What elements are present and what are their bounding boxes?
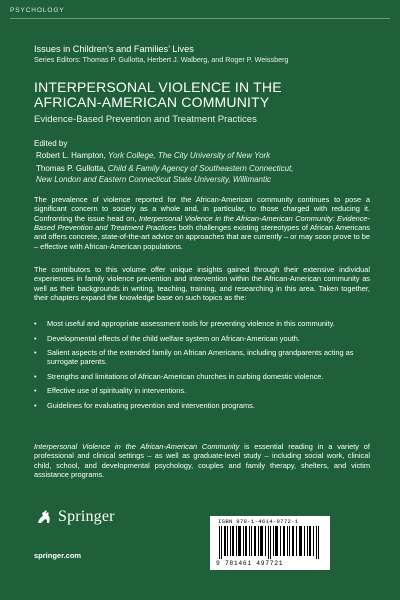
bullet-dot-icon: • bbox=[34, 401, 37, 410]
topic-item bbox=[34, 319, 370, 328]
publisher-logo bbox=[34, 507, 115, 527]
edited-by-label: Edited by bbox=[34, 139, 68, 148]
paragraph-1-text-b: both challenges existing stereotypes of African Americans and offers concrete, state-of-the-art advice on approaches that are currently – or may soon prove to be – effective with African-American populations. bbox=[34, 223, 370, 251]
paragraph-1-text-a: The prevalence of violence reported for the African-American community continues to pose a significant concern to society as a whole and, in particular, to those charged with reducing it. Confronting the issue head on, bbox=[34, 195, 370, 223]
series-block bbox=[34, 44, 288, 64]
isbn-label: ISBN 978-1-4614-9772-1 bbox=[218, 518, 299, 525]
editor-1-name: Robert L. Hampton, bbox=[36, 151, 106, 160]
topic-item bbox=[34, 401, 370, 410]
editor-1 bbox=[36, 151, 270, 162]
publisher-name: Springer bbox=[58, 508, 115, 525]
paragraph-1-italic-title: Interpersonal Violence in the African-American Community: Evidence-Based Prevention and Treatment Practices bbox=[34, 213, 370, 233]
topic-text: Effective use of spirituality in interventions. bbox=[47, 386, 187, 396]
editor-2-affiliation: Child & Family Agency of Southeastern Connecticut, bbox=[107, 164, 294, 173]
isbn-barcode-box bbox=[210, 516, 330, 570]
bullet-dot-icon: • bbox=[34, 333, 37, 343]
topic-item bbox=[34, 372, 370, 381]
bullet-dot-icon: • bbox=[34, 371, 37, 381]
bullet-dot-icon: • bbox=[34, 348, 37, 358]
title-line-2: AFRICAN-AMERICAN COMMUNITY bbox=[34, 93, 270, 110]
topic-text: Developmental effects of the child welfare system on African-American youth. bbox=[47, 333, 300, 343]
publisher-website: springer.com bbox=[34, 551, 82, 560]
top-rule bbox=[10, 18, 390, 19]
topic-text: Most useful and appropriate assessment tools for preventing violence in this community. bbox=[47, 319, 335, 328]
editor-2-affiliation-line-2: New London and Eastern Connecticut State University, Willimantic bbox=[36, 174, 271, 184]
book-subtitle: Evidence-Based Prevention and Treatment Practices bbox=[34, 114, 257, 125]
editor-2 bbox=[36, 164, 293, 185]
paragraph-3-italic-title: Interpersonal Violence in the African-American Community bbox=[34, 442, 240, 451]
springer-horse-logo-icon bbox=[34, 507, 54, 527]
series-title: Issues in Children’s and Families’ Lives bbox=[34, 44, 194, 54]
title-line-1: INTERPERSONAL VIOLENCE IN THE bbox=[34, 79, 282, 95]
barcode-number: 9 781461 497721 bbox=[216, 560, 284, 567]
topic-text: Guidelines for evaluating prevention and intervention programs. bbox=[47, 401, 255, 410]
book-title bbox=[34, 80, 282, 109]
editor-2-name: Thomas P. Gullotta, bbox=[36, 164, 106, 173]
category-label: PSYCHOLOGY bbox=[10, 7, 65, 14]
topic-text: Strengths and limitations of African-American churches in curbing domestic violence. bbox=[47, 371, 324, 381]
bullet-dot-icon: • bbox=[34, 319, 37, 328]
editor-1-affiliation: York College, The City University of New York bbox=[108, 151, 271, 160]
description-paragraph-2: The contributors to this volume offer unique insights gained through their extensive individual experiences in family violence prevention and intervention within the African-American community as well as their backgrounds in writing, teaching, training, and researching in this area. Taken together, their chapters expand the knowledge base on such topics as the: bbox=[34, 265, 370, 303]
topic-text: Salient aspects of the extended family on African Americans, including grandparents acting as surrogate parents. bbox=[47, 348, 354, 367]
barcode-icon bbox=[217, 526, 323, 559]
paragraph-3-text: is essential reading in a variety of professional and clinical settings – as well as graduate-level study – including social work, clinical child, school, and developmental psychology, couples and family therapy, shelters, and victim assistance programs. bbox=[34, 442, 370, 480]
topic-item bbox=[34, 348, 370, 367]
description-paragraph-3 bbox=[34, 442, 370, 479]
description-paragraph-1 bbox=[34, 195, 370, 251]
topic-list bbox=[34, 319, 370, 416]
series-editors: Series Editors: Thomas P. Gullotta, Herbert J. Walberg, and Roger P. Weissberg bbox=[34, 54, 289, 64]
topic-item bbox=[34, 334, 370, 343]
topic-item bbox=[34, 386, 370, 395]
bullet-dot-icon: • bbox=[34, 386, 37, 396]
